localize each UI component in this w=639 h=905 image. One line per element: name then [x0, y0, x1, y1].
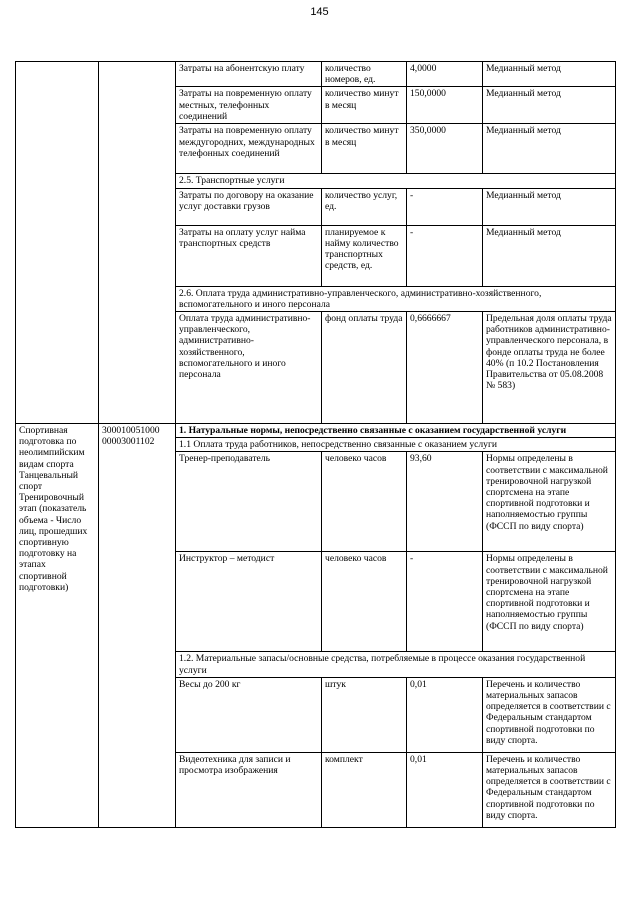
norms-table [15, 61, 616, 828]
labor-costs-subheading: 1.1 Оплата труда работников, непосредственно связанные с оказанием услуги [176, 438, 616, 452]
service-code-cell [99, 424, 176, 828]
value-cell: 0,01 [407, 752, 483, 827]
table-row [16, 62, 616, 87]
cost-name-cell: Затраты на абонентскую плату [176, 62, 322, 87]
unit-cell: штук [322, 677, 407, 752]
method-cell: Перечень и количество материальных запасов определяется в соответствии с Федеральным стандартом спортивной подготовки по виду спорта. [483, 677, 616, 752]
method-cell: Медианный метод [483, 62, 616, 87]
cost-name-cell: Затраты по договору на оказание услуг доставки грузов [176, 188, 322, 225]
value-cell: 4,0000 [407, 62, 483, 87]
unit-cell: человеко часов [322, 552, 407, 652]
cost-name-cell: Затраты на оплату услуг найма транспортных средств [176, 225, 322, 286]
value-cell: 150,0000 [407, 87, 483, 124]
method-cell: Медианный метод [483, 87, 616, 124]
materials-subheading: 1.2. Материальные запасы/основные средства, потребляемые в процессе оказания государственной услуги [176, 652, 616, 677]
value-cell: - [407, 188, 483, 225]
unit-cell: количество номеров, ед. [322, 62, 407, 87]
cost-name-cell: Тренер-преподаватель [176, 452, 322, 552]
cost-name-cell: Весы до 200 кг [176, 677, 322, 752]
value-cell: 0,01 [407, 677, 483, 752]
service-code-part: 300010051000 [102, 425, 160, 437]
service-code-part: 00003001102 [102, 436, 155, 448]
section-heading-row [16, 424, 616, 438]
cost-name-cell: Видеотехника для записи и просмотра изображения [176, 752, 322, 827]
value-cell: 93,60 [407, 452, 483, 552]
cost-name-cell: Затраты на повременную оплату местных, телефонных соединений [176, 87, 322, 124]
transport-heading: 2.5. Транспортные услуги [176, 174, 616, 188]
empty-service-cell [16, 62, 99, 424]
method-cell: Предельная доля оплаты труда работников административно-управленческого персонала, в фонде оплаты труда не более 40% (п 10.2 Постановления Правительства от 05.08.2008 № 583) [483, 312, 616, 424]
page-number: 145 [310, 6, 329, 18]
empty-code-cell [99, 62, 176, 424]
cost-name-cell: Затраты на повременную оплату междугородних, международных телефонных соединений [176, 124, 322, 174]
value-cell: 350,0000 [407, 124, 483, 174]
method-cell: Перечень и количество материальных запасов определяется в соответствии с Федеральным стандартом спортивной подготовки по виду спорта. [483, 752, 616, 827]
method-cell: Медианный метод [483, 225, 616, 286]
value-cell: - [407, 552, 483, 652]
unit-cell: количество минут в месяц [322, 124, 407, 174]
labor-heading: 2.6. Оплата труда административно-управленческого, административно-хозяйственного, вспомогательного и иного персонала [176, 286, 616, 311]
method-cell: Нормы определены в соответствии с максимальной тренировочной нагрузкой спортсмена на этапе спортивной подготовки и наполняемостью группы (ФССП по виду спорта) [483, 552, 616, 652]
service-name-cell: Спортивная подготовка по неолимпийским видам спорта Танцевальный спорт Тренировочный этап (показатель объема - Число лиц, прошедших спортивную подготовку на этапах спортивной подготовки) [16, 424, 99, 828]
cost-name-cell: Оплата труда административно-управленческого, административно-хозяйственного, вспомогательного и иного персонала [176, 312, 322, 424]
method-cell: Нормы определены в соответствии с максимальной тренировочной нагрузкой спортсмена на этапе спортивной подготовки и наполняемостью группы (ФССП по виду спорта) [483, 452, 616, 552]
cost-name-cell: Инструктор – методист [176, 552, 322, 652]
value-cell: - [407, 225, 483, 286]
method-cell: Медианный метод [483, 188, 616, 225]
unit-cell: количество услуг, ед. [322, 188, 407, 225]
natural-norms-heading: 1. Натуральные нормы, непосредственно связанные с оказанием государственной услуги [176, 424, 616, 438]
unit-cell: комплект [322, 752, 407, 827]
unit-cell: планируемое к найму количество транспортных средств, ед. [322, 225, 407, 286]
unit-cell: человеко часов [322, 452, 407, 552]
unit-cell: фонд оплаты труда [322, 312, 407, 424]
unit-cell: количество минут в месяц [322, 87, 407, 124]
method-cell: Медианный метод [483, 124, 616, 174]
value-cell: 0,6666667 [407, 312, 483, 424]
